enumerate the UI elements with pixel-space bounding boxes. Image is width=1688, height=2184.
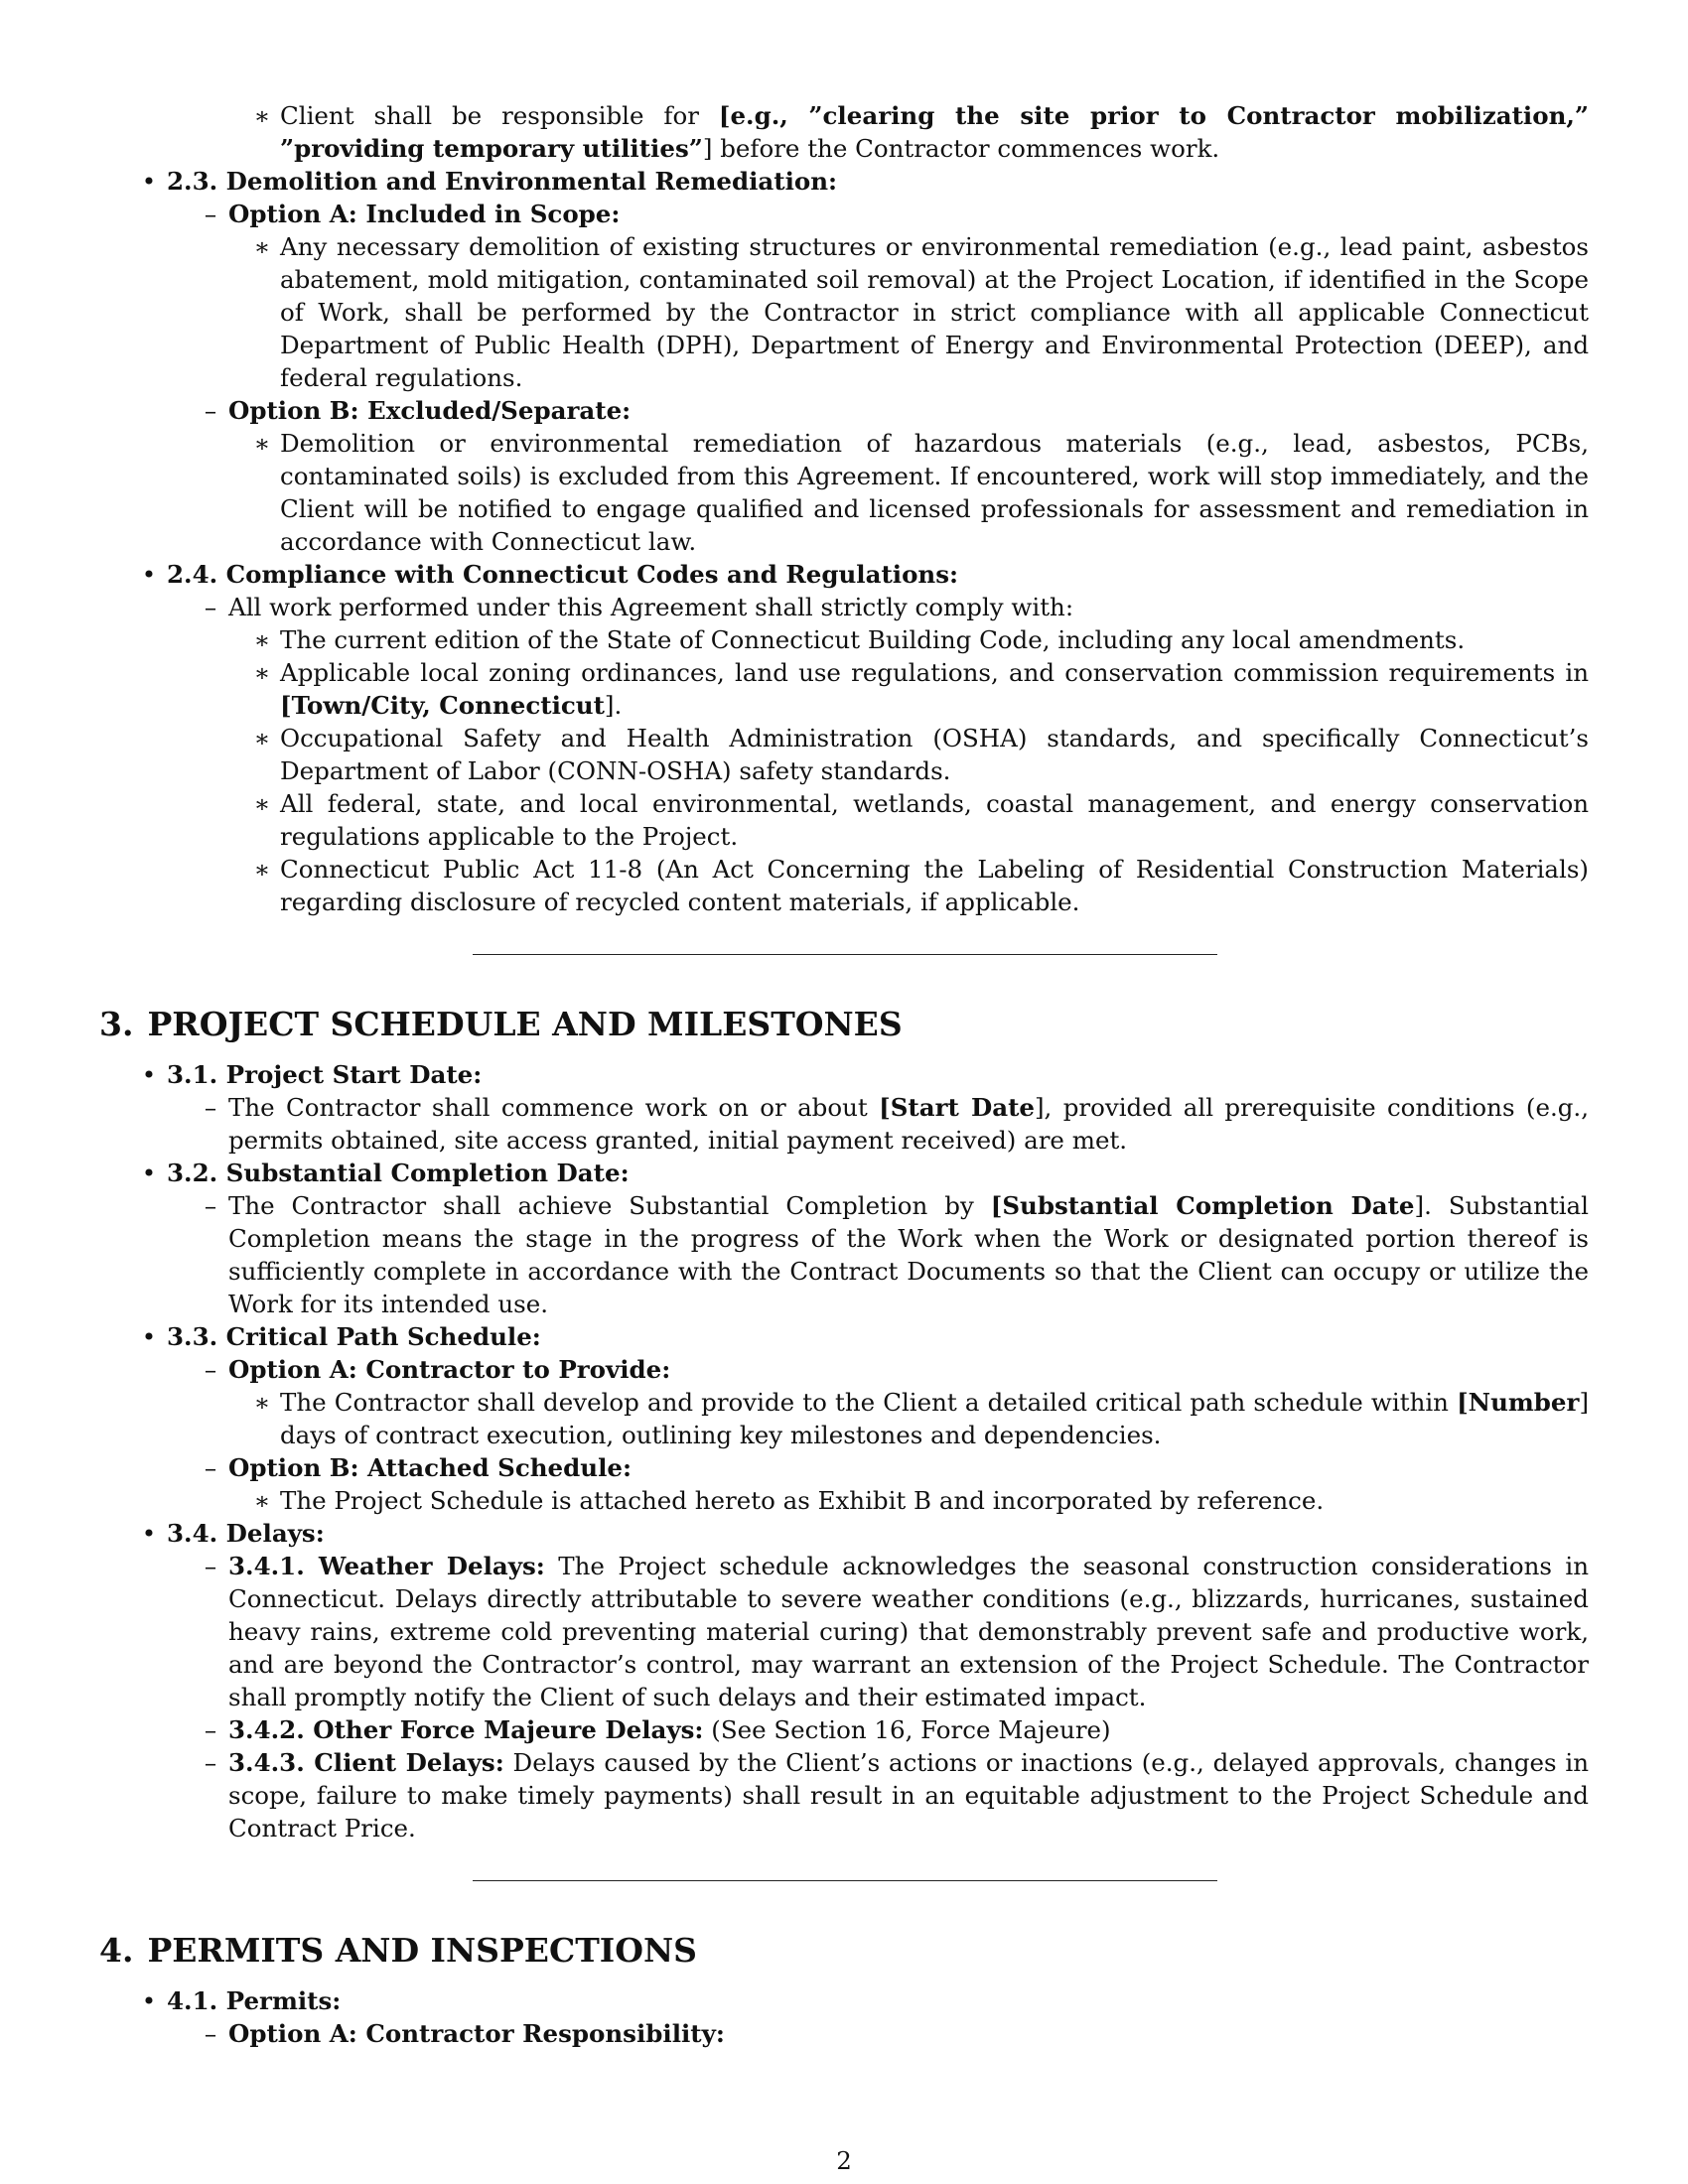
list-item — [253, 722, 1589, 787]
list-marker: – — [204, 1093, 217, 1122]
section-title: PROJECT SCHEDULE AND MILESTONES — [147, 1005, 903, 1043]
list-item — [253, 853, 1589, 918]
bold-text: 3.1. Project Start Date: — [167, 1060, 483, 1089]
body-text: The Contractor shall commence work on or about — [228, 1093, 880, 1122]
bold-text: 3.4.3. Client Delays: — [228, 1748, 504, 1777]
list-marker: ∗ — [253, 1486, 271, 1515]
bold-text: 3.4.1. Weather Delays: — [228, 1552, 545, 1580]
list-item — [141, 1517, 1589, 1550]
list-item — [204, 1353, 1589, 1386]
list-marker: ∗ — [253, 789, 271, 818]
list-item — [141, 1157, 1589, 1189]
list-item — [204, 198, 1589, 230]
bold-text: 2.4. Compliance with Connecticut Codes and Regulations: — [167, 560, 959, 589]
list-item — [204, 1713, 1589, 1746]
list-marker: – — [204, 1191, 217, 1220]
list-marker: ∗ — [253, 429, 271, 458]
list-marker: ∗ — [253, 1388, 271, 1417]
list-marker: – — [204, 1552, 217, 1580]
list-marker: • — [141, 1986, 157, 2015]
bold-text: Option A: Contractor to Provide: — [228, 1355, 671, 1384]
section-title: PERMITS AND INSPECTIONS — [147, 1931, 697, 1970]
list-marker: ∗ — [253, 724, 271, 752]
document-body — [99, 99, 1589, 2050]
bold-text: [Town/City, Connecticut — [280, 691, 605, 720]
list-item — [141, 165, 1589, 198]
list-item — [253, 656, 1589, 722]
body-text: Occupational Safety and Health Administration (OSHA) standards, and specifically Connecticut’s Department of Labor (CONN-OSHA) safety standards. — [280, 724, 1589, 785]
bold-text: 2.3. Demolition and Environmental Remediation: — [167, 167, 838, 196]
body-text: The Contractor shall develop and provide to the Client a detailed critical path schedule within — [280, 1388, 1458, 1417]
list-marker: ∗ — [253, 658, 271, 687]
body-text: ]. Substantial Completion means the stage in the progress of the Work when the Work or designated portion thereof is sufficiently complete in accordance with the Contract Documents so that the Client can occupy or utilize the Work for its intended use. — [228, 1191, 1589, 1318]
list-item — [141, 1984, 1589, 2017]
bold-text: 4.1. Permits: — [167, 1986, 342, 2015]
list-marker: ∗ — [253, 625, 271, 654]
list-marker: – — [204, 396, 217, 425]
body-text: All federal, state, and local environmental, wetlands, coastal management, and energy conservation regulations applicable to the Project. — [280, 789, 1589, 851]
body-text: All work performed under this Agreement shall strictly comply with: — [228, 593, 1074, 621]
list-marker: • — [141, 1060, 157, 1089]
body-text: The current edition of the State of Connecticut Building Code, including any local amendments. — [280, 625, 1466, 654]
list-marker: ∗ — [253, 232, 271, 261]
bold-text: 3.4.2. Other Force Majeure Delays: — [228, 1715, 704, 1744]
body-text: ], provided all prerequisite conditions (e.g., permits obtained, site access granted, initial payment received) are met. — [228, 1093, 1590, 1155]
list-item — [204, 591, 1589, 623]
list-marker: • — [141, 1519, 157, 1548]
body-text: Demolition or environmental remediation of hazardous materials (e.g., lead, asbestos, PCBs, contaminated soils) is excluded from this Agreement. If encountered, work will stop immediately, and the Client will be notified to engage qualified and licensed professionals for assessment and remediation in accordance with Connecticut law. — [280, 429, 1589, 556]
body-text: The Project schedule acknowledges the seasonal construction considerations in Connecticut. Delays directly attributable to severe weather conditions (e.g., blizzards, hurricanes, sustained heavy rains, extreme cold preventing material curing) that demonstrably prevent safe and productive work, and are beyond the Contractor’s control, may warrant an extension of the Project Schedule. The Contractor shall promptly notify the Client of such delays and their estimated impact. — [228, 1552, 1589, 1711]
list-item — [253, 787, 1589, 853]
section-heading — [99, 1931, 1589, 1971]
list-marker: • — [141, 1159, 157, 1187]
section-number: 3. — [99, 1005, 134, 1043]
section-divider — [473, 1880, 1217, 1881]
list-marker: – — [204, 2019, 217, 2048]
bold-text: 3.2. Substantial Completion Date: — [167, 1159, 630, 1187]
bold-text: Option A: Included in Scope: — [228, 200, 621, 228]
bold-text: Option B: Excluded/Separate: — [228, 396, 632, 425]
list-item — [204, 2017, 1589, 2050]
list-marker: • — [141, 1322, 157, 1351]
list-item — [253, 427, 1589, 558]
list-marker: – — [204, 1453, 217, 1482]
body-text: The Contractor shall achieve Substantial Completion by — [228, 1191, 991, 1220]
list-item — [253, 1484, 1589, 1517]
list-item — [204, 1451, 1589, 1484]
list-item — [253, 1386, 1589, 1451]
list-item — [141, 558, 1589, 591]
body-text: (See Section 16, Force Majeure) — [703, 1715, 1111, 1744]
list-item — [253, 230, 1589, 394]
body-text: The Project Schedule is attached hereto as Exhibit B and incorporated by reference. — [280, 1486, 1325, 1515]
section-divider — [473, 954, 1217, 955]
list-item — [204, 1550, 1589, 1713]
bold-text: 3.3. Critical Path Schedule: — [167, 1322, 541, 1351]
bold-text: [e.g., ”clearing the site prior to Contractor mobilization,” ”providing temporary utilities” — [280, 101, 1590, 163]
list-item — [204, 1091, 1590, 1157]
body-text: Applicable local zoning ordinances, land use regulations, and conservation commission requirements in — [280, 658, 1589, 687]
body-text: Connecticut Public Act 11-8 (An Act Concerning the Labeling of Residential Construction Materials) regarding disclosure of recycled content materials, if applicable. — [280, 855, 1589, 916]
body-text: ]. — [604, 691, 623, 720]
body-text: Client shall be responsible for — [280, 101, 719, 130]
list-item — [204, 1746, 1589, 1844]
list-item — [253, 99, 1590, 165]
bold-text: Option A: Contractor Responsibility: — [228, 2019, 725, 2048]
list-marker: – — [204, 1715, 217, 1744]
page-number: 2 — [836, 2146, 852, 2175]
list-marker: – — [204, 200, 217, 228]
body-text: Delays caused by the Client’s actions or inactions (e.g., delayed approvals, changes in scope, failure to make timely payments) shall result in an equitable adjustment to the Project Schedule and Contract Price. — [228, 1748, 1589, 1843]
list-item — [204, 394, 1589, 427]
section-heading — [99, 1005, 1589, 1044]
list-marker: • — [141, 167, 157, 196]
section-number: 4. — [99, 1931, 134, 1970]
bold-text: [Substantial Completion Date — [990, 1191, 1415, 1220]
list-item — [141, 1320, 1589, 1353]
body-text: ] before the Contractor commences work. — [702, 134, 1220, 163]
body-text: Any necessary demolition of existing structures or environmental remediation (e.g., lead paint, asbestos abatement, mold mitigation, contaminated soil removal) at the Project Location, if identified in the Scope of Work, shall be performed by the Contractor in strict compliance with all applicable Connecticut Department of Public Health (DPH), Department of Energy and Environmental Protection (DEEP), and federal regulations. — [280, 232, 1589, 392]
list-item — [253, 623, 1589, 656]
list-marker: • — [141, 560, 157, 589]
list-marker: ∗ — [253, 101, 271, 130]
list-marker: – — [204, 1355, 217, 1384]
body-text: ] days of contract execution, outlining key milestones and dependencies. — [280, 1388, 1589, 1449]
list-marker: – — [204, 593, 217, 621]
list-marker: – — [204, 1748, 217, 1777]
bold-text: [Number — [1457, 1388, 1580, 1417]
list-item — [141, 1058, 1589, 1091]
list-item — [204, 1189, 1589, 1320]
bold-text: Option B: Attached Schedule: — [228, 1453, 633, 1482]
bold-text: 3.4. Delays: — [167, 1519, 325, 1548]
list-marker: ∗ — [253, 855, 271, 884]
bold-text: [Start Date — [879, 1093, 1035, 1122]
